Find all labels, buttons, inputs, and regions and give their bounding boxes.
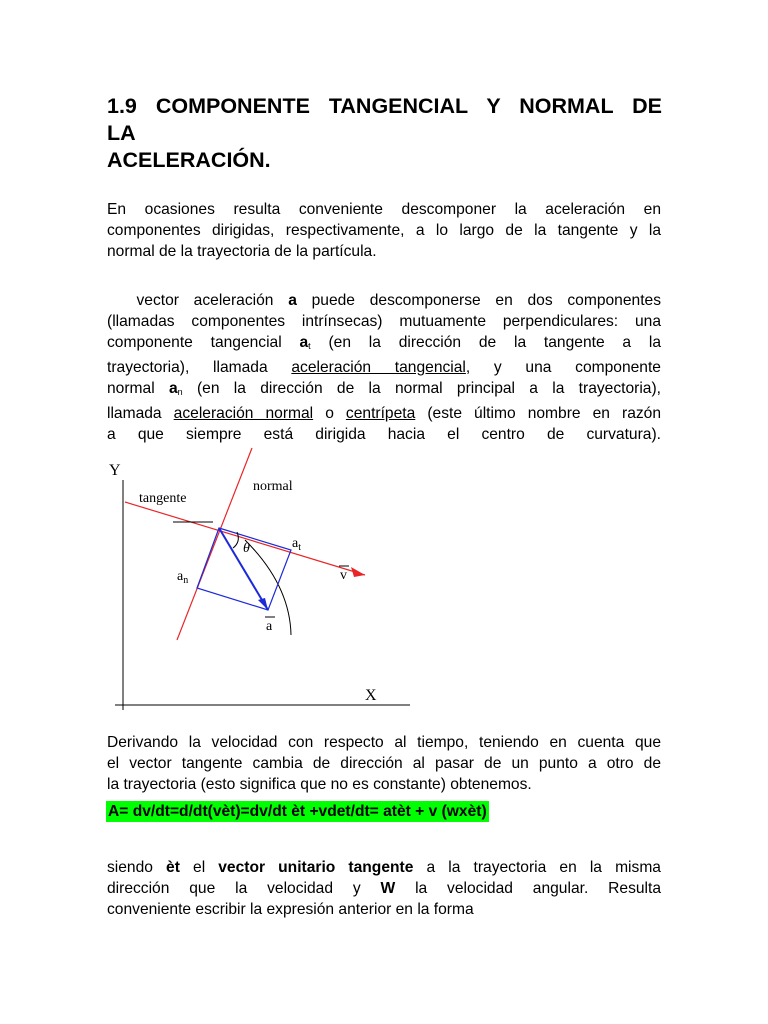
theta-label: θ: [243, 541, 250, 556]
heading-line-3: ACELERACIÓN.: [107, 148, 271, 172]
intro-line-3: normal de la trayectoria de la partícula.: [107, 243, 377, 260]
decomp-line-5: [107, 378, 661, 403]
unit-tangent-term: vector unitario tangente: [218, 859, 414, 876]
text-run: llamada: [107, 405, 174, 422]
acceleration-formula: A= dv/dt=d/dt(vèt)=dv/dt èt +vdet/dt= atèt + v (wxèt): [108, 803, 487, 820]
text-run: o: [313, 405, 346, 422]
text-run: (este último nombre en razón: [415, 405, 662, 422]
text-run: componente tangencial: [107, 334, 300, 351]
decomp-line-7: a que siempre está dirigida hacia el centro de curvatura).: [107, 426, 661, 443]
angular-velocity-symbol: W: [380, 880, 396, 897]
decomp-line-4: [107, 357, 661, 378]
at-letter: a: [292, 536, 299, 551]
expl-line-3: conveniente escribir la expresión anterior en la forma: [107, 901, 474, 918]
decomposition-paragraph: [107, 290, 661, 445]
theta-arc: [233, 532, 238, 548]
acceleration-diagram: [95, 440, 425, 720]
an-label: [177, 569, 188, 586]
link-centripetal[interactable]: centrípeta: [345, 405, 416, 422]
tangent-label: tangente: [139, 491, 187, 506]
heading-line-1: 1.9 COMPONENTE TANGENCIAL Y NORMAL DE: [107, 94, 662, 118]
vector-at-symbol: a: [299, 334, 309, 351]
tangent-arrowhead: [351, 567, 365, 577]
at-label: [292, 536, 301, 553]
text-run: trayectoria), llamada: [107, 359, 292, 376]
text-run: la velocidad angular. Resulta: [395, 880, 662, 897]
normal-label: normal: [253, 479, 293, 494]
heading-line-2: LA: [107, 121, 136, 145]
decomp-line-2: (llamadas componentes intrínsecas) mutuamente perpendiculares: una: [107, 313, 661, 330]
subscript-n: n: [177, 387, 183, 397]
section-heading: [107, 93, 662, 174]
deriv-line-3: la trayectoria (esto significa que no es constante) obtenemos.: [107, 776, 532, 793]
decomp-line-3: [107, 332, 661, 357]
x-axis-label: X: [365, 687, 377, 704]
text-run: el: [179, 859, 219, 876]
an-letter: a: [177, 569, 184, 584]
an-subscript: n: [183, 575, 189, 586]
expl-line-2: [107, 878, 661, 899]
y-axis-label: Y: [109, 462, 121, 479]
a-vector-label: a: [266, 619, 273, 634]
intro-paragraph: [107, 199, 661, 262]
text-run: dirección que la velocidad y: [107, 880, 381, 897]
derivation-paragraph: [107, 732, 661, 795]
unit-vector-symbol: èt: [166, 859, 180, 876]
expl-line-1: [107, 857, 661, 878]
text-run: a la trayectoria en la misma: [413, 859, 661, 876]
explanation-paragraph: [107, 857, 661, 920]
text-run: (en la dirección de la tangente a la: [310, 334, 661, 351]
v-label: v: [340, 568, 347, 583]
decomp-line-1: [107, 290, 661, 311]
subscript-t: t: [308, 341, 311, 351]
tangent-line: [125, 502, 365, 575]
vector-an-symbol: a: [168, 380, 178, 397]
vector-a-symbol: a: [288, 292, 297, 309]
text-run: siendo: [107, 859, 167, 876]
decomp-line-6: [107, 403, 661, 424]
normal-line: [177, 448, 252, 640]
at-subscript: t: [298, 542, 301, 553]
deriv-line-2: el vector tangente cambia de dirección al pasar de un punto a otro de: [107, 755, 661, 772]
text-run: , y una componente: [465, 359, 661, 376]
deriv-line-1: Derivando la velocidad con respecto al tiempo, teniendo en cuenta que: [107, 734, 661, 751]
text-run: (en la dirección de la normal principal a la trayectoria),: [182, 380, 662, 397]
text-run: puede descomponerse en dos componentes: [296, 292, 662, 309]
text-run: normal: [107, 380, 169, 397]
intro-line-2: componentes dirigidas, respectivamente, a lo largo de la tangente y la: [107, 222, 661, 239]
link-normal-acceleration[interactable]: aceleración normal: [173, 405, 314, 422]
text-run: vector aceleración: [107, 292, 289, 309]
intro-line-1: En ocasiones resulta conveniente descomponer la aceleración en: [107, 201, 661, 218]
link-tangential-acceleration[interactable]: aceleración tangencial: [291, 359, 466, 376]
